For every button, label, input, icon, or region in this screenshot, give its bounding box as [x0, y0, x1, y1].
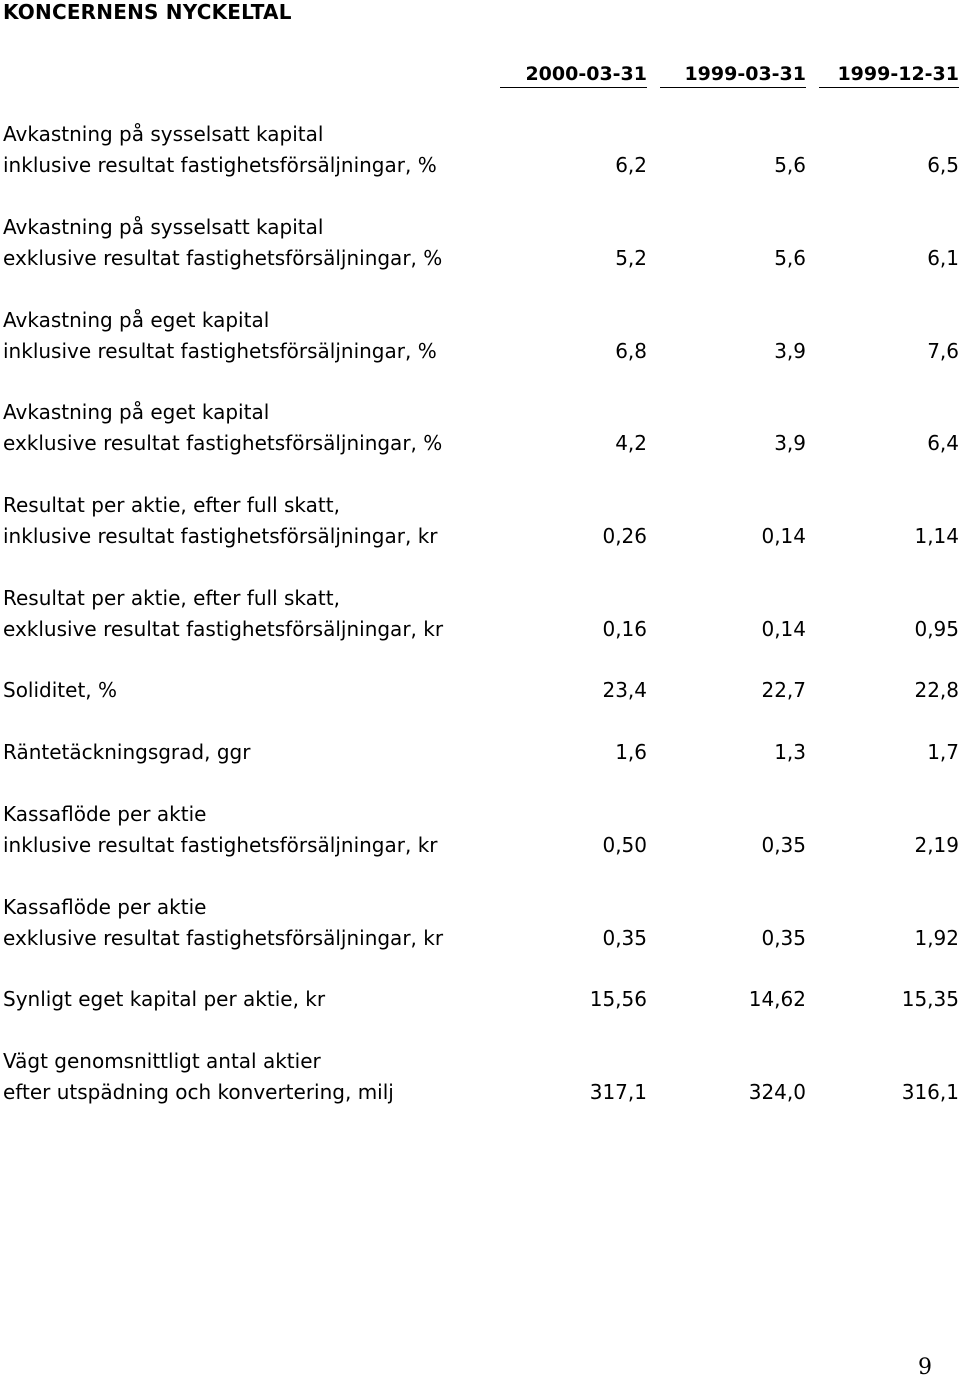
- row-value: 14,62: [748, 987, 806, 1011]
- row-value: 1,7: [927, 740, 959, 764]
- row-label: exklusive resultat fastighetsförsäljningar, kr: [3, 926, 444, 950]
- page-number: 9: [918, 1355, 932, 1380]
- row-value: 22,7: [761, 678, 806, 702]
- row-label: inklusive resultat fastighetsförsäljningar, kr: [3, 524, 438, 548]
- row-label: Kassaflöde per aktie: [3, 895, 207, 919]
- row-label: Avkastning på sysselsatt kapital: [3, 215, 324, 239]
- column-header-1999-12-31: 1999-12-31: [819, 62, 959, 88]
- row-label: exklusive resultat fastighetsförsäljningar, %: [3, 246, 443, 270]
- row-value: 22,8: [914, 678, 959, 702]
- row-label: Vägt genomsnittligt antal aktier: [3, 1049, 321, 1073]
- row-value: 1,92: [914, 926, 959, 950]
- row-label: exklusive resultat fastighetsförsäljningar, kr: [3, 617, 444, 641]
- page-title: KONCERNENS NYCKELTAL: [3, 0, 292, 24]
- row-label: inklusive resultat fastighetsförsäljningar, %: [3, 153, 437, 177]
- row-value: 15,56: [589, 987, 647, 1011]
- row-label: Kassaflöde per aktie: [3, 802, 207, 826]
- row-label: Avkastning på eget kapital: [3, 400, 270, 424]
- row-value: 23,4: [602, 678, 647, 702]
- row-value: 0,14: [761, 524, 806, 548]
- row-label: Synligt eget kapital per aktie, kr: [3, 987, 326, 1011]
- row-label: Räntetäckningsgrad, ggr: [3, 740, 251, 764]
- row-value: 6,4: [927, 431, 959, 455]
- row-value: 0,50: [602, 833, 647, 857]
- row-value: 0,26: [602, 524, 647, 548]
- row-value: 5,6: [774, 153, 806, 177]
- row-value: 0,14: [761, 617, 806, 641]
- row-value: 1,6: [615, 740, 647, 764]
- row-value: 317,1: [589, 1080, 647, 1104]
- column-header-1999-03-31: 1999-03-31: [660, 62, 806, 88]
- row-value: 15,35: [901, 987, 959, 1011]
- row-value: 7,6: [927, 339, 959, 363]
- column-header-2000-03-31: 2000-03-31: [500, 62, 647, 88]
- row-value: 316,1: [901, 1080, 959, 1104]
- row-label: Resultat per aktie, efter full skatt,: [3, 586, 340, 610]
- row-value: 6,5: [927, 153, 959, 177]
- row-value: 0,35: [602, 926, 647, 950]
- row-value: 324,0: [748, 1080, 806, 1104]
- row-value: 3,9: [774, 339, 806, 363]
- row-value: 6,8: [615, 339, 647, 363]
- row-label: Soliditet, %: [3, 678, 118, 702]
- row-label: Resultat per aktie, efter full skatt,: [3, 493, 340, 517]
- row-label: Avkastning på eget kapital: [3, 308, 270, 332]
- row-value: 0,95: [914, 617, 959, 641]
- row-value: 0,35: [761, 926, 806, 950]
- row-value: 1,3: [774, 740, 806, 764]
- row-label: Avkastning på sysselsatt kapital: [3, 122, 324, 146]
- row-value: 6,2: [615, 153, 647, 177]
- row-label: inklusive resultat fastighetsförsäljningar, kr: [3, 833, 438, 857]
- row-value: 0,35: [761, 833, 806, 857]
- row-value: 0,16: [602, 617, 647, 641]
- row-label: efter utspädning och konvertering, milj: [3, 1080, 394, 1104]
- row-value: 2,19: [914, 833, 959, 857]
- row-value: 5,2: [615, 246, 647, 270]
- row-value: 5,6: [774, 246, 806, 270]
- row-value: 3,9: [774, 431, 806, 455]
- row-label: exklusive resultat fastighetsförsäljningar, %: [3, 431, 443, 455]
- row-value: 4,2: [615, 431, 647, 455]
- row-label: inklusive resultat fastighetsförsäljningar, %: [3, 339, 437, 363]
- row-value: 1,14: [914, 524, 959, 548]
- row-value: 6,1: [927, 246, 959, 270]
